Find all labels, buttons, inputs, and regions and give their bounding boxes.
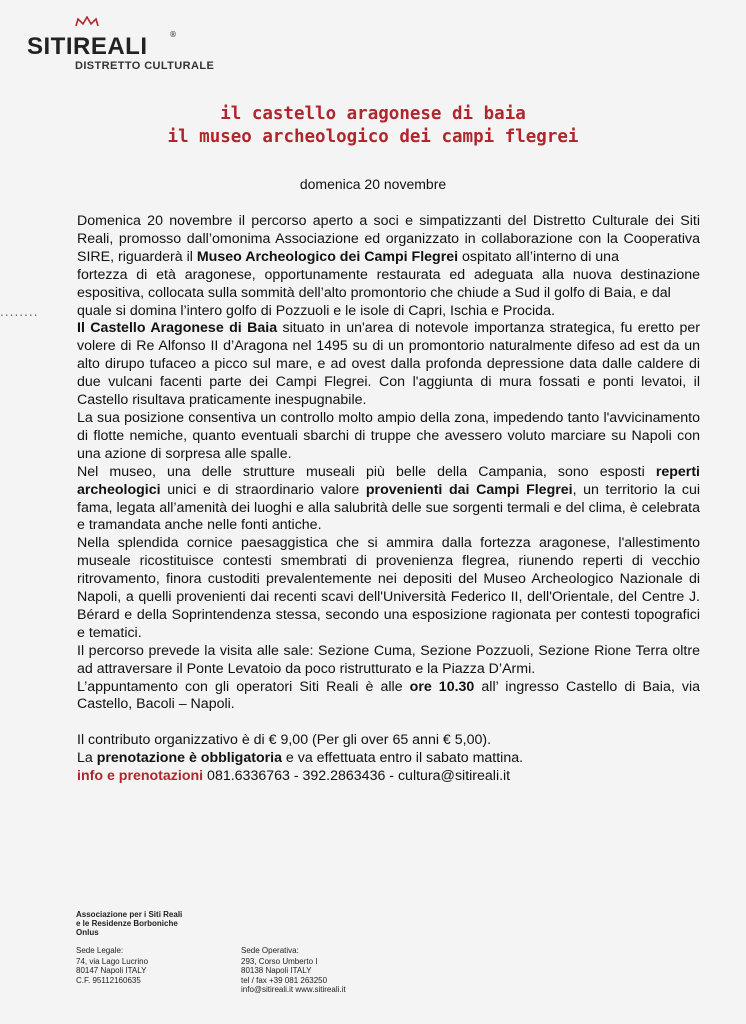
title-line-1: il castello aragonese di baia	[220, 104, 526, 124]
paragraph-castle: Il Castello Aragonese di Baia situato in un'area di notevole importanza strategica, fu eretto per volere di Re Alfonso II d’Aragona nel 1495 su di un promontorio naturalmente difeso ad est da un alto dirupo tufaceo a picco sul mare, e ad ovest dalla profonda depressione data dalle caldere di due vulcani facenti parte dei Campi Flegrei. Con l'aggiunta di mura fossati e ponti levatoi, il Castello risultava praticamente inespugnabile.	[77, 320, 701, 409]
paragraph-meeting: L’appuntamento con gli operatori Siti Reali è alle ore 10.30 all’ ingresso Castello di Baia, via Castello, Bacoli – Napoli.	[77, 678, 700, 713]
margin-dots: ........	[0, 305, 39, 319]
paragraph-intro: Domenica 20 novembre il percorso aperto a soci e simpatizzanti del Distretto Culturale dei Siti Reali, promosso dall’omonima Associazione ed organizzato in collaborazione con la Cooperativa SIRE, riguarderà il Museo Archeologico dei Campi Flegrei ospitato all’interno di una	[77, 213, 700, 265]
logo-subtitle: DISTRETTO CULTURALE	[75, 60, 215, 72]
logo	[27, 16, 227, 76]
title-line-2: il museo archeologico dei campi flegrei	[167, 127, 579, 147]
event-date: domenica 20 novembre	[299, 176, 447, 192]
contact-links[interactable]: info@sitireali.it www.sitireali.it	[241, 985, 346, 994]
paragraph-fortress: fortezza di età aragonese, opportunamente restaurata ed adeguata alla nuova destinazione espositiva, collocata sulla sommità dell’alto promontorio che chiude a Sud il golfo di Baia, e dal	[77, 266, 700, 301]
contribution-text: Il contributo organizzativo è di € 9,00 (Per gli over 65 anni € 5,00).	[77, 732, 492, 749]
operational-address: Sede Operativa: 293, Corso Umberto I 80138 Napoli ITALY tel / fax +39 081 263250 info@sitireali.it www.sitireali.it	[241, 946, 411, 995]
paragraph-position: La sua posizione consentiva un controllo molto ampio della zona, impedendo tanto l'avvicinamento di flotte nemiche, quanto eventuali sbarchi di truppe che avessero voluto marciare su Napoli con una azione di sorpresa alle spalle.	[77, 409, 700, 462]
registered-mark: ®	[169, 30, 177, 39]
paragraph-museum: Nel museo, una delle strutture museali più belle della Campania, sono esposti reperti archeologici unici e di straordinario valore provenienti dai Campi Flegrei, un territorio la cui fama, legata all’amenità dei luoghi e alla salubrità delle sue sorgenti termali e del clima, è celebrata e tramandata anche nelle fonti antiche.	[77, 463, 700, 534]
paragraph-exhibition: Nella splendida cornice paesaggistica che si ammira dalla fortezza aragonese, l'allestimento museale ricostituisce contesti smembrati di provenienza flegrea, riunendo reperti di vecchio ritrovamento, finora custoditi prevalentemente nei depositi del Museo Archeologico Nazionale di Napoli, a quelli provenienti dai recenti scavi dell'Università Federico II, dell'Orientale, del Centre J. Bérard e della Soprintendenza stessa, secondo una esposizione ragionata per contesti topografici e tematici.	[77, 535, 700, 641]
info-line	[77, 768, 700, 786]
info-label: info e prenotazioni	[77, 768, 204, 785]
article-body	[77, 213, 700, 786]
crown-icon	[74, 16, 100, 28]
paragraph-route: Il percorso prevede la visita alle sale: Sezione Cuma, Sezione Pozzuoli, Sezione Rione Terra oltre ad attraversare il Ponte Levatoio da poco ristrutturato e la Piazza D’Armi.	[77, 642, 700, 677]
logo-text: SITIREALI	[27, 33, 148, 60]
legal-address: Sede Legale: 74, via Lago Lucrino 80147 Napoli ITALY C.F. 95112160635	[76, 946, 149, 985]
association-name: Associazione per i Siti Reali e le Residenze Borboniche Onlus	[76, 910, 183, 937]
booking-text: La prenotazione è obbligatoria e va effettuata entro il sabato mattina.	[77, 750, 524, 767]
info-contacts[interactable]: 081.6336763 - 392.2863436 - cultura@sitireali.it	[203, 768, 511, 785]
paragraph-view: quale si domina l’intero golfo di Pozzuoli e le isole di Capri, Ischia e Procida.	[77, 302, 555, 319]
